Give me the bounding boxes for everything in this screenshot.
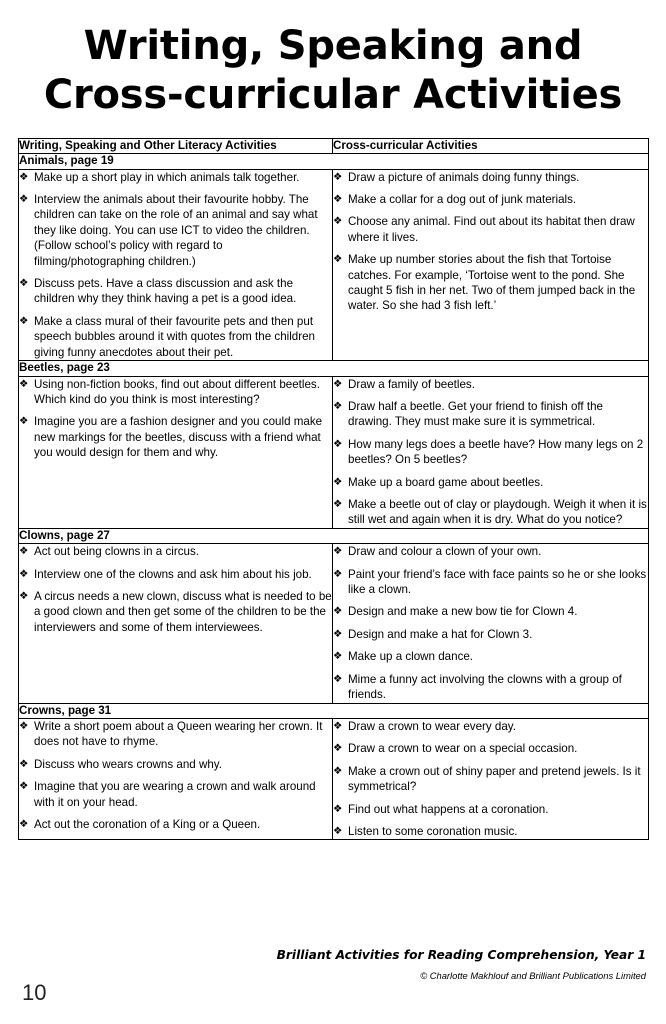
activity-text: Draw a family of beetles. [348,377,475,391]
activity-text: Interview one of the clowns and ask him about his job. [34,567,312,581]
section-heading: Clowns, page 27 [19,528,649,543]
diamond-bullet-icon: ❖ [333,764,343,777]
activity-item [333,649,648,664]
section-content-row [19,169,649,360]
diamond-bullet-icon: ❖ [19,377,29,390]
section-content-row [19,718,649,839]
diamond-bullet-icon: ❖ [333,437,343,450]
activity-item [333,399,648,430]
activity-item [333,672,648,703]
activity-item [19,817,332,832]
section-cell-left [19,169,333,360]
activity-text: Design and make a new bow tie for Clown 4. [348,605,578,619]
activity-list-left [19,719,332,832]
section-heading: Beetles, page 23 [19,361,649,376]
activity-list-left [19,170,332,360]
activity-item [333,824,648,839]
activity-item [19,276,332,307]
activity-text: Write a short poem about a Queen wearing her crown. It does not have to rhyme. [34,719,323,749]
diamond-bullet-icon: ❖ [333,475,343,488]
page-number: 10 [22,980,47,1005]
diamond-bullet-icon: ❖ [19,277,29,289]
section-cell-right [333,376,649,528]
activity-text: Using non-fiction books, find out about different beetles. Which kind do you think is most interesting? [34,377,320,406]
activity-item [19,544,332,559]
activity-item [333,544,648,559]
activity-item [19,589,332,635]
activity-text: Make a class mural of their favourite pets and then put speech bubbles around it with quotes from the children giving funny anecdotes about their pet. [34,314,315,359]
activity-item [333,764,648,795]
activities-table [18,138,649,841]
diamond-bullet-icon: ❖ [19,192,29,205]
activity-list-right [333,719,648,839]
activity-text: Make a collar for a dog out of junk materials. [348,192,577,206]
activity-item [19,170,332,185]
diamond-bullet-icon: ❖ [333,253,343,266]
column-header-left: Writing, Speaking and Other Literacy Activities [19,138,333,153]
activity-item [333,627,648,642]
activity-item [333,719,648,734]
section-cell-left [19,544,333,703]
diamond-bullet-icon: ❖ [333,742,343,755]
activity-list-right [333,544,648,702]
footer-book-title: Brilliant Activities for Reading Comprehension, Year 1 [276,948,646,962]
diamond-bullet-icon: ❖ [333,825,343,838]
activity-text: Imagine you are a fashion designer and you could make new markings for the beetles, discuss with a friend what you would design for them and why. [34,415,323,460]
activity-item [19,757,332,772]
section-heading-row [19,154,649,169]
activity-item [333,741,648,756]
activity-list-left [19,544,332,635]
activity-text: How many legs does a beetle have? How many legs on 2 beetles? On 5 beetles? [348,437,644,467]
page-title [0,0,666,130]
activity-text: Draw and colour a clown of your own. [348,545,542,559]
section-heading-row [19,703,649,718]
activity-text: A circus needs a new clown, discuss what is needed to be a good clown and then get some of the children to be the interviewers and some of them interviewees. [34,590,332,634]
diamond-bullet-icon: ❖ [333,719,343,732]
table-header-row [19,138,649,153]
diamond-bullet-icon: ❖ [333,192,343,205]
section-cell-right [333,718,649,839]
page-footer [0,948,666,1010]
diamond-bullet-icon: ❖ [19,314,29,327]
activity-text: Make up a clown dance. [348,650,474,664]
diamond-bullet-icon: ❖ [333,802,343,815]
diamond-bullet-icon: ❖ [333,605,343,618]
activity-text: Make a crown out of shiny paper and pretend jewels. Is it symmetrical? [348,764,641,794]
diamond-bullet-icon: ❖ [333,627,343,640]
activity-item [333,802,648,817]
section-cell-left [19,376,333,528]
activity-item [333,567,648,598]
activity-item [333,170,648,185]
activity-text: Discuss who wears crowns and why. [34,757,222,771]
diamond-bullet-icon: ❖ [19,719,29,732]
activity-text: Interview the animals about their favourite hobby. The children can take on the role of an animal and say what they like doing. You can use ICT to video the children. (Follow school’s policy with regard to filming/photographing children.) [34,192,318,268]
footer-attribution [277,948,646,982]
footer-copyright: © Charlotte Makhlouf and Brilliant Publications Limited [420,969,646,981]
activity-item [333,252,648,314]
activity-item [19,377,332,408]
activity-item [19,567,332,582]
activity-item [333,377,648,392]
activity-text: Act out the coronation of a King or a Queen. [34,818,261,832]
activity-list-right [333,377,648,528]
activity-text: Draw a picture of animals doing funny things. [348,170,580,184]
activity-text: Mime a funny act involving the clowns with a group of friends. [348,672,622,702]
section-heading-row [19,361,649,376]
diamond-bullet-icon: ❖ [333,170,343,183]
diamond-bullet-icon: ❖ [19,415,29,428]
activity-text: Find out what happens at a coronation. [348,802,549,816]
diamond-bullet-icon: ❖ [333,497,343,510]
activity-item [333,604,648,619]
section-cell-left [19,718,333,839]
diamond-bullet-icon: ❖ [19,818,29,831]
activity-item [333,214,648,245]
activity-text: Draw a crown to wear every day. [348,719,516,733]
diamond-bullet-icon: ❖ [19,170,29,183]
activity-list-left [19,377,332,461]
activity-item [19,414,332,460]
activity-text: Act out being clowns in a circus. [34,545,199,559]
section-content-row [19,376,649,528]
section-content-row [19,544,649,703]
diamond-bullet-icon: ❖ [19,545,29,558]
activity-text: Choose any animal. Find out about its habitat then draw where it lives. [348,215,635,244]
diamond-bullet-icon: ❖ [333,650,343,663]
activity-item [19,314,332,360]
activity-text: Make up a short play in which animals talk together. [34,170,300,184]
activity-text: Make up number stories about the fish that Tortoise catches. For example, ‘Tortoise went to the pond. She caught 5 fish in her net. Two of them jumped back in the water. So she had 3 fish left.’ [348,253,636,313]
section-cell-right [333,169,649,360]
page-title-line-1: Writing, Speaking and [83,23,583,69]
diamond-bullet-icon: ❖ [19,590,29,603]
activity-item [19,192,332,269]
diamond-bullet-icon: ❖ [333,377,343,390]
diamond-bullet-icon: ❖ [333,672,343,685]
section-heading: Crowns, page 31 [19,703,649,718]
diamond-bullet-icon: ❖ [333,567,343,580]
activity-text: Paint your friend’s face with face paints so he or she looks like a clown. [348,567,647,597]
activity-text: Listen to some coronation music. [348,825,518,839]
activity-text: Draw a crown to wear on a special occasion. [348,742,578,756]
diamond-bullet-icon: ❖ [19,757,29,770]
column-header-right: Cross-curricular Activities [333,138,649,153]
activity-item [19,719,332,750]
page-title-line-2: Cross-curricular Activities [43,71,623,118]
activity-text: Discuss pets. Have a class discussion and ask the children why they think having a pet is a good idea. [34,277,297,306]
diamond-bullet-icon: ❖ [19,567,29,580]
section-heading: Animals, page 19 [19,154,649,169]
section-cell-right [333,544,649,703]
activity-item [333,192,648,207]
diamond-bullet-icon: ❖ [333,399,343,412]
activity-item [333,497,648,528]
activity-text: Draw half a beetle. Get your friend to finish off the drawing. They must make sure it is symmetrical. [348,399,603,429]
activity-item [19,779,332,810]
activity-list-right [333,170,648,314]
activity-text: Make up a board game about beetles. [348,475,544,489]
activity-text: Design and make a hat for Clown 3. [348,627,533,641]
section-heading-row [19,528,649,543]
diamond-bullet-icon: ❖ [19,780,29,793]
activity-text: Imagine that you are wearing a crown and walk around with it on your head. [34,780,316,809]
activity-text: Make a beetle out of clay or playdough. Weigh it when it is still wet and again when it is dry. What do you notice? [348,497,647,527]
activity-item [333,475,648,490]
diamond-bullet-icon: ❖ [333,545,343,558]
activity-item [333,437,648,468]
diamond-bullet-icon: ❖ [333,215,343,228]
